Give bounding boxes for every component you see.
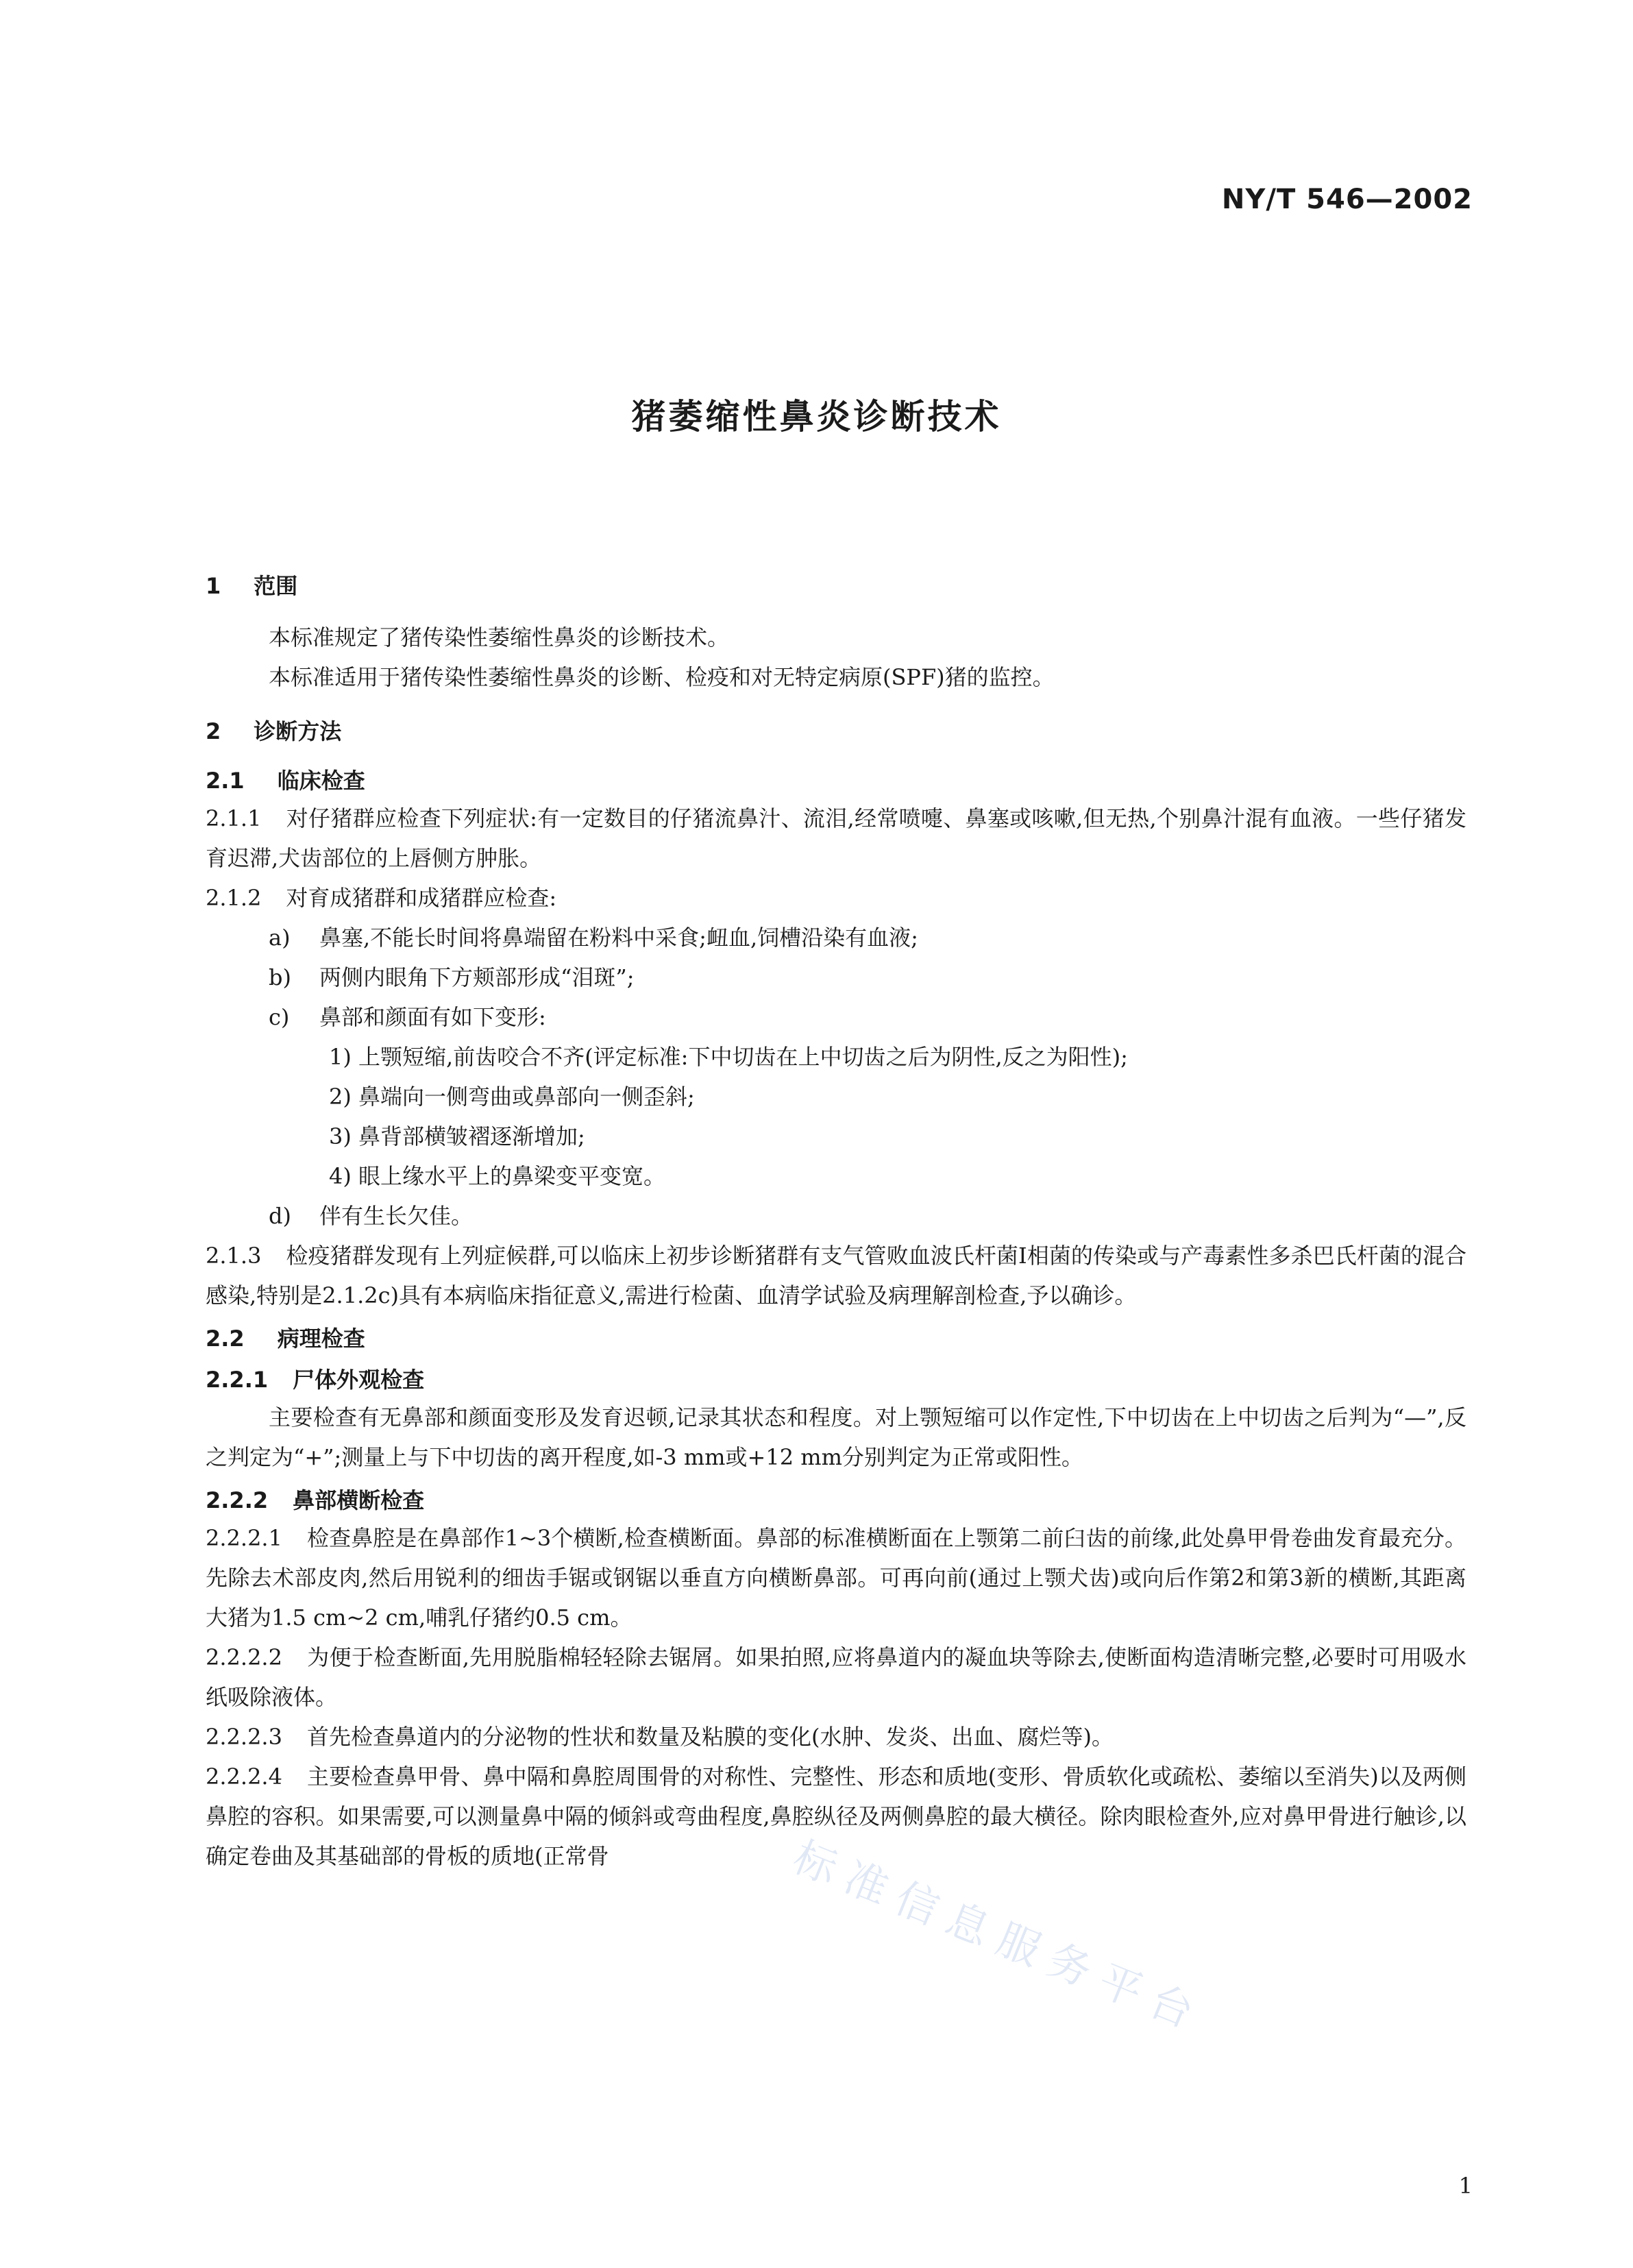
clause-number: 2.2.2.1	[206, 1525, 282, 1551]
section-number: 2.2.1	[206, 1367, 269, 1393]
clause-number: 2.2.2.4	[206, 1764, 282, 1790]
subsection-2-1-heading	[206, 763, 1466, 798]
section-number: 2.2.2	[206, 1487, 269, 1513]
section-number: 1	[206, 573, 221, 599]
clause-2-1-1	[206, 798, 1466, 878]
clause-text: 检查鼻腔是在鼻部作1~3个横断,检查横断面。鼻部的标准横断面在上颚第二前臼齿的前缘,此处鼻甲骨卷曲发育最充分。先除去术部皮肉,然后用锐利的细齿手锯或钢锯以垂直方向横断鼻部。可再向前(通过上颚犬齿)或向后作第2和第3新的横断,其距离大猪为1.5 cm~2 cm,哺乳仔猪约0.5 cm。	[206, 1525, 1466, 1631]
clause-2-2-2-1	[206, 1518, 1466, 1637]
list-text: 两侧内眼角下方颊部形成“泪斑”;	[319, 964, 635, 990]
list-marker: c)	[269, 1004, 290, 1030]
subsection-2-2-1-heading	[206, 1362, 1466, 1398]
clause-2-2-2-2	[206, 1637, 1466, 1717]
clause-2-1-3	[206, 1236, 1466, 1315]
clause-number: 2.1.2	[206, 885, 262, 911]
section-title: 鼻部横断检查	[293, 1487, 425, 1513]
sub-list-item-1: 1) 上颚短缩,前齿咬合不齐(评定标准:下中切齿在上中切齿之后为阴性,反之为阳性);	[329, 1044, 1128, 1070]
list-marker: a)	[269, 925, 291, 951]
list-marker: b)	[269, 964, 291, 990]
section-number: 2	[206, 718, 221, 744]
clause-text: 对育成猪群和成猪群应检查:	[286, 885, 557, 911]
clause-2-1-2	[206, 878, 1466, 918]
section-title: 病理检查	[277, 1326, 365, 1352]
section-2-heading	[206, 712, 1466, 751]
clause-text: 首先检查鼻道内的分泌物的性状和数量及粘膜的变化(水肿、发炎、出血、腐烂等)。	[306, 1724, 1114, 1750]
clause-number: 2.1.1	[206, 805, 262, 831]
section-title: 尸体外观检查	[293, 1367, 425, 1393]
subsection-2-2-heading	[206, 1321, 1466, 1356]
clause-number: 2.1.3	[206, 1243, 262, 1269]
list-item-d	[206, 1196, 1466, 1236]
sub-list-item-2: 2) 鼻端向一侧弯曲或鼻部向一侧歪斜;	[329, 1084, 695, 1110]
clause-number: 2.2.2.3	[206, 1724, 282, 1750]
document-title: 猪萎缩性鼻炎诊断技术	[631, 397, 1002, 437]
sub-list-item-3: 3) 鼻背部横皱褶逐渐增加;	[329, 1123, 585, 1149]
list-text: 伴有生长欠佳。	[319, 1203, 474, 1229]
section-title: 诊断方法	[254, 718, 342, 744]
clause-number: 2.2.2.2	[206, 1644, 282, 1670]
list-marker: d)	[269, 1203, 291, 1229]
list-item-b	[206, 958, 1466, 997]
list-item-c	[206, 997, 1466, 1037]
section-title: 临床检查	[277, 768, 365, 794]
clause-2-2-2-3	[206, 1717, 1466, 1757]
section-1-heading	[206, 567, 1466, 605]
standard-code: NY/T 546—2002	[1221, 184, 1473, 215]
clause-text: 主要检查鼻甲骨、鼻中隔和鼻腔周围骨的对称性、完整性、形态和质地(变形、骨质软化或疏松、萎缩以至消失)以及两侧鼻腔的容积。如果需要,可以测量鼻中隔的倾斜或弯曲程度,鼻腔纵径及两侧鼻腔的最大横径。除肉眼检查外,应对鼻甲骨进行触诊,以确定卷曲及其基础部的骨板的质地(正常骨	[206, 1764, 1466, 1869]
clause-text: 对仔猪群应检查下列症状:有一定数目的仔猪流鼻汁、流泪,经常喷嚏、鼻塞或咳嗽,但无热,个别鼻汁混有血液。一些仔猪发育迟滞,犬齿部位的上唇侧方肿胀。	[206, 805, 1466, 871]
page-number: 1	[1458, 2173, 1473, 2199]
section-number: 2.1	[206, 768, 245, 794]
sub-list-item-4: 4) 眼上缘水平上的鼻梁变平变宽。	[329, 1163, 666, 1189]
section-number: 2.2	[206, 1326, 245, 1352]
watermark: 标准信息服务平台	[786, 1831, 1212, 2043]
paragraph: 主要检查有无鼻部和颜面变形及发育迟顿,记录其状态和程度。对上颚短缩可以作定性,下中切齿在上中切齿之后判为“—”,反之判定为“+”;测量上与下中切齿的离开程度,如-3 mm或+12 mm分别判定为正常或阳性。	[206, 1404, 1466, 1470]
clause-text: 检疫猪群发现有上列症候群,可以临床上初步诊断猪群有支气管败血波氏杆菌Ⅰ相菌的传染或与产毒素性多杀巴氏杆菌的混合感染,特别是2.1.2c)具有本病临床指征意义,需进行检菌、血清学试验及病理解剖检查,予以确诊。	[206, 1243, 1466, 1308]
list-item-a	[206, 918, 1466, 958]
document-body	[206, 552, 1466, 1876]
clause-text: 为便于检查断面,先用脱脂棉轻轻除去锯屑。如果拍照,应将鼻道内的凝血块等除去,使断面构造清晰完整,必要时可用吸水纸吸除液体。	[206, 1644, 1466, 1710]
paragraph: 本标准适用于猪传染性萎缩性鼻炎的诊断、检疫和对无特定病原(SPF)猪的监控。	[269, 664, 1055, 690]
subsection-2-2-2-heading	[206, 1483, 1466, 1518]
list-text: 鼻塞,不能长时间将鼻端留在粉料中采食;衄血,饲槽沿染有血液;	[319, 925, 918, 951]
paragraph: 本标准规定了猪传染性萎缩性鼻炎的诊断技术。	[269, 624, 730, 650]
list-text: 鼻部和颜面有如下变形:	[319, 1004, 546, 1030]
section-title: 范围	[254, 573, 298, 599]
